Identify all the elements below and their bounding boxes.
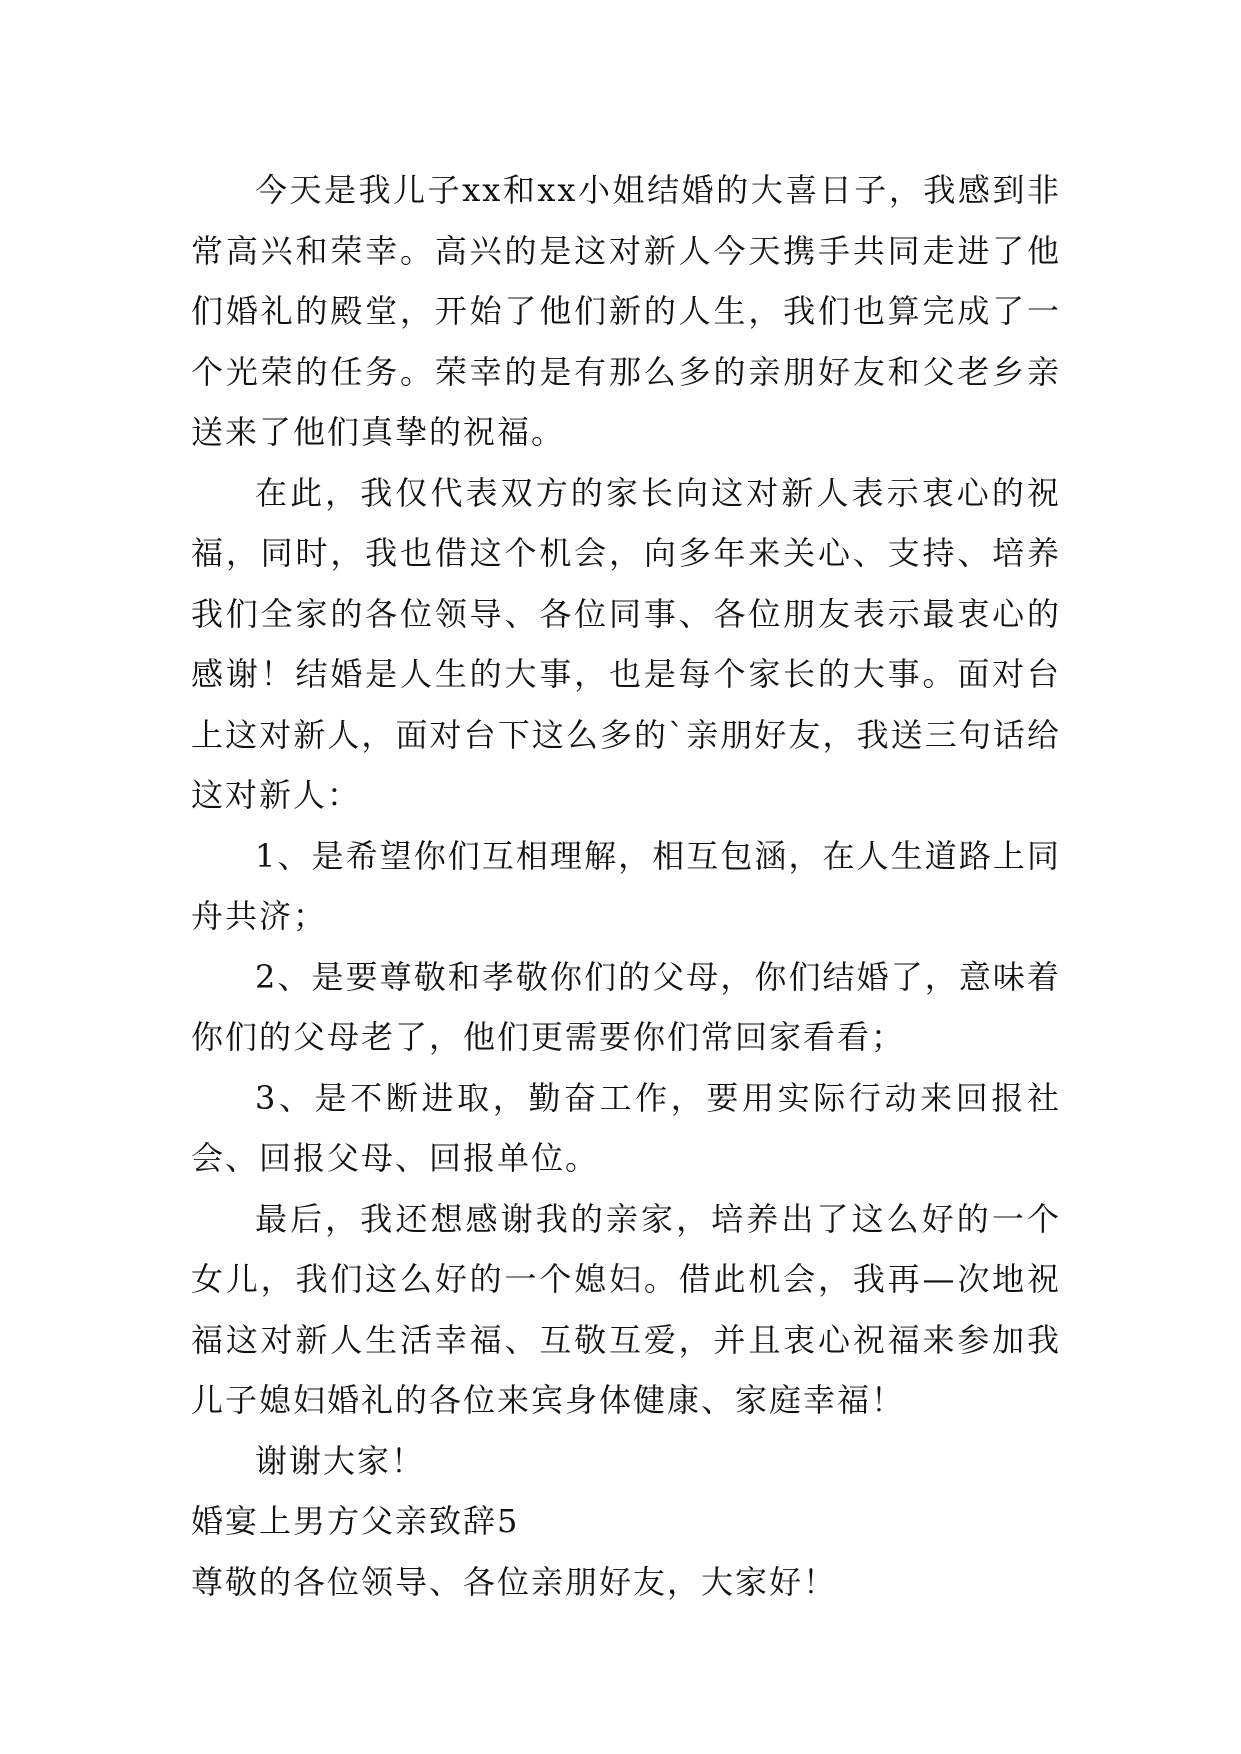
paragraph-point-3: 3、是不断进取，勤奋工作，要用实际行动来回报社会、回报父母、回报单位。 (191, 1078, 1061, 1177)
paragraph-closing: 最后，我还想感谢我的亲家，培养出了这么好的一个女儿，我们这么好的一个媳妇。借此机会，我再—次地祝福这对新人生活幸福、互敬互爱，并且衷心祝福来参加我儿子媳妇婚礼的各位来宾身体健康、家庭幸福！ (191, 1199, 1061, 1419)
paragraph-point-1: 1、是希望你们互相理解，相互包涵，在人生道路上同舟共济； (191, 836, 1061, 935)
paragraph-thanks: 在此，我仅代表双方的家长向这对新人表示衷心的祝福，同时，我也借这个机会，向多年来关心、支持、培养我们全家的各位领导、各位同事、各位朋友表示最衷心的感谢！结婚是人生的大事，也是每个家长的大事。面对台上这对新人，面对台下这么多的`亲朋好友，我送三句话给这对新人： (191, 473, 1061, 814)
salutation: 尊敬的各位领导、各位亲朋好友，大家好！ (191, 1562, 838, 1601)
document-body (191, 160, 1061, 1612)
section-title: 婚宴上男方父亲致辞5 (191, 1502, 520, 1540)
paragraph-thank-you: 谢谢大家！ (255, 1441, 426, 1480)
paragraph-opening: 今天是我儿子xx和xx小姐结婚的大喜日子，我感到非常高兴和荣幸。高兴的是这对新人今天携手共同走进了他们婚礼的殿堂，开始了他们新的人生，我们也算完成了一个光荣的任务。荣幸的是有那么多的亲朋好友和父老乡亲送来了他们真挚的祝福。 (191, 171, 1061, 451)
paragraph-point-2: 2、是要尊敬和孝敬你们的父母，你们结婚了，意味着你们的父母老了，他们更需要你们常回家看看； (191, 957, 1061, 1056)
